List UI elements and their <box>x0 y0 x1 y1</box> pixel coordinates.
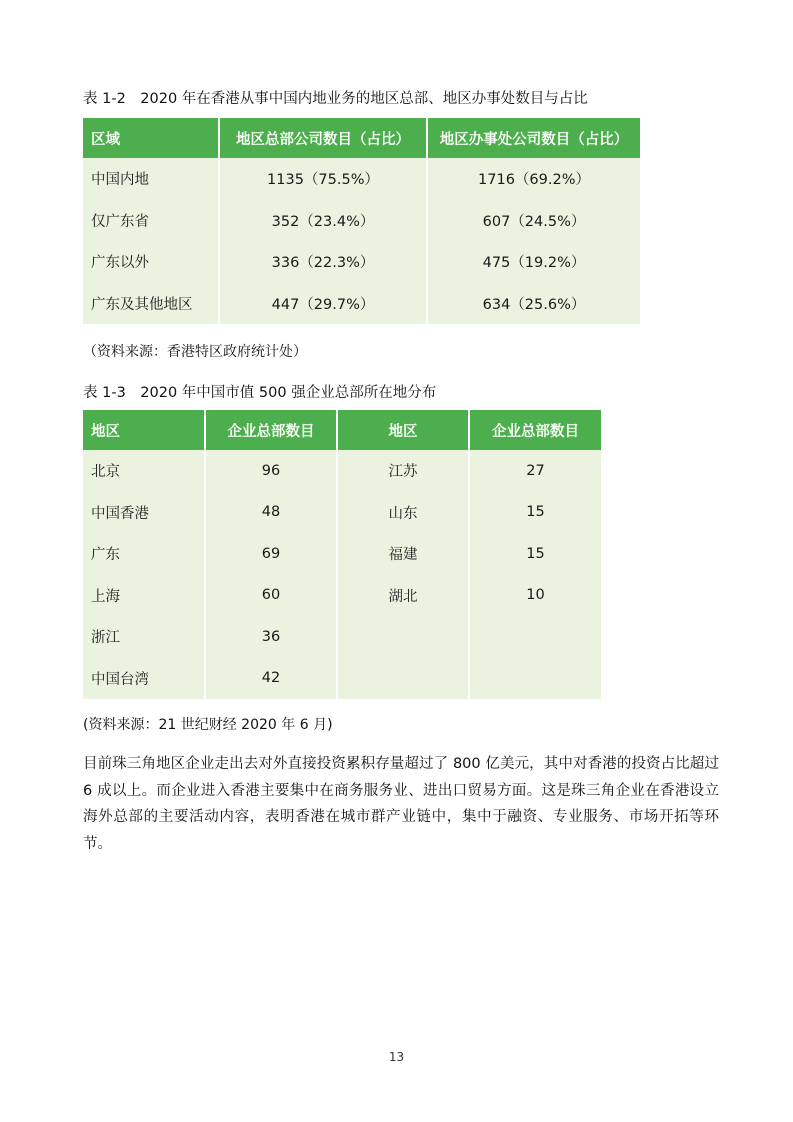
table-cell: 广东及其他地区 <box>83 283 219 325</box>
table-cell: 352（23.4%） <box>219 200 427 242</box>
table-cell: 浙江 <box>83 616 205 658</box>
table-cell: 336（22.3%） <box>219 241 427 283</box>
table-cell: 27 <box>469 450 601 492</box>
table-cell: 中国内地 <box>83 158 219 200</box>
table-cell: 广东以外 <box>83 241 219 283</box>
table-row <box>83 158 640 200</box>
table-cell: 36 <box>205 616 337 658</box>
table-cell: 仅广东省 <box>83 200 219 242</box>
table-cell: 15 <box>469 533 601 575</box>
table-cell: 福建 <box>337 533 469 575</box>
column-header: 地区 <box>337 410 469 450</box>
table-cell: 1135（75.5%） <box>219 158 427 200</box>
table-row <box>83 533 601 575</box>
table-cell: 中国香港 <box>83 492 205 534</box>
body-paragraph: 目前珠三角地区企业走出去对外直接投资累积存量超过了 800 亿美元，其中对香港的投资占比超过 6 成以上。而企业进入香港主要集中在商务服务业、进出口贸易方面。这是珠三角企业在香港设立海外总部的主要活动内容，表明香港在城市群产业链中，集中于融资、专业服务、市场开拓等环节。 <box>83 756 719 852</box>
column-header: 企业总部数目 <box>469 410 601 450</box>
table-header-row <box>83 410 601 450</box>
table-row <box>83 283 640 325</box>
table-cell: 10 <box>469 575 601 617</box>
table-row <box>83 450 601 492</box>
table-row <box>83 616 601 658</box>
top500-table <box>83 410 601 699</box>
table-cell: 60 <box>205 575 337 617</box>
table1-source: （资料来源：香港特区政府统计处） <box>83 344 307 360</box>
table-cell: 北京 <box>83 450 205 492</box>
table-cell <box>469 616 601 658</box>
table-cell <box>337 616 469 658</box>
column-header: 企业总部数目 <box>205 410 337 450</box>
table-cell <box>337 658 469 700</box>
table-row <box>83 575 601 617</box>
table2-source: (资料来源：21 世纪财经 2020 年 6 月) <box>83 717 333 733</box>
table-cell: 上海 <box>83 575 205 617</box>
table-row <box>83 200 640 242</box>
table-cell: 山东 <box>337 492 469 534</box>
table1-caption: 表 1-2 2020 年在香港从事中国内地业务的地区总部、地区办事处数目与占比 <box>83 91 588 107</box>
table-cell: 江苏 <box>337 450 469 492</box>
page-number: 13 <box>388 1050 405 1064</box>
table-cell: 中国台湾 <box>83 658 205 700</box>
table-cell: 634（25.6%） <box>427 283 640 325</box>
table-row <box>83 658 601 700</box>
table-header-row <box>83 118 640 158</box>
table-cell: 475（19.2%） <box>427 241 640 283</box>
table-cell: 15 <box>469 492 601 534</box>
column-header: 区域 <box>83 118 219 158</box>
column-header: 地区总部公司数目（占比） <box>219 118 427 158</box>
column-header: 地区 <box>83 410 205 450</box>
column-header: 地区办事处公司数目（占比） <box>427 118 640 158</box>
table-cell <box>469 658 601 700</box>
table-cell: 42 <box>205 658 337 700</box>
table-cell: 湖北 <box>337 575 469 617</box>
table-cell: 96 <box>205 450 337 492</box>
table2-caption: 表 1-3 2020 年中国市值 500 强企业总部所在地分布 <box>83 385 437 401</box>
table-cell: 1716（69.2%） <box>427 158 640 200</box>
hq-table <box>83 118 640 324</box>
table-row <box>83 241 640 283</box>
table-row <box>83 492 601 534</box>
table-cell: 69 <box>205 533 337 575</box>
table-cell: 607（24.5%） <box>427 200 640 242</box>
table-cell: 广东 <box>83 533 205 575</box>
table-cell: 447（29.7%） <box>219 283 427 325</box>
table-cell: 48 <box>205 492 337 534</box>
